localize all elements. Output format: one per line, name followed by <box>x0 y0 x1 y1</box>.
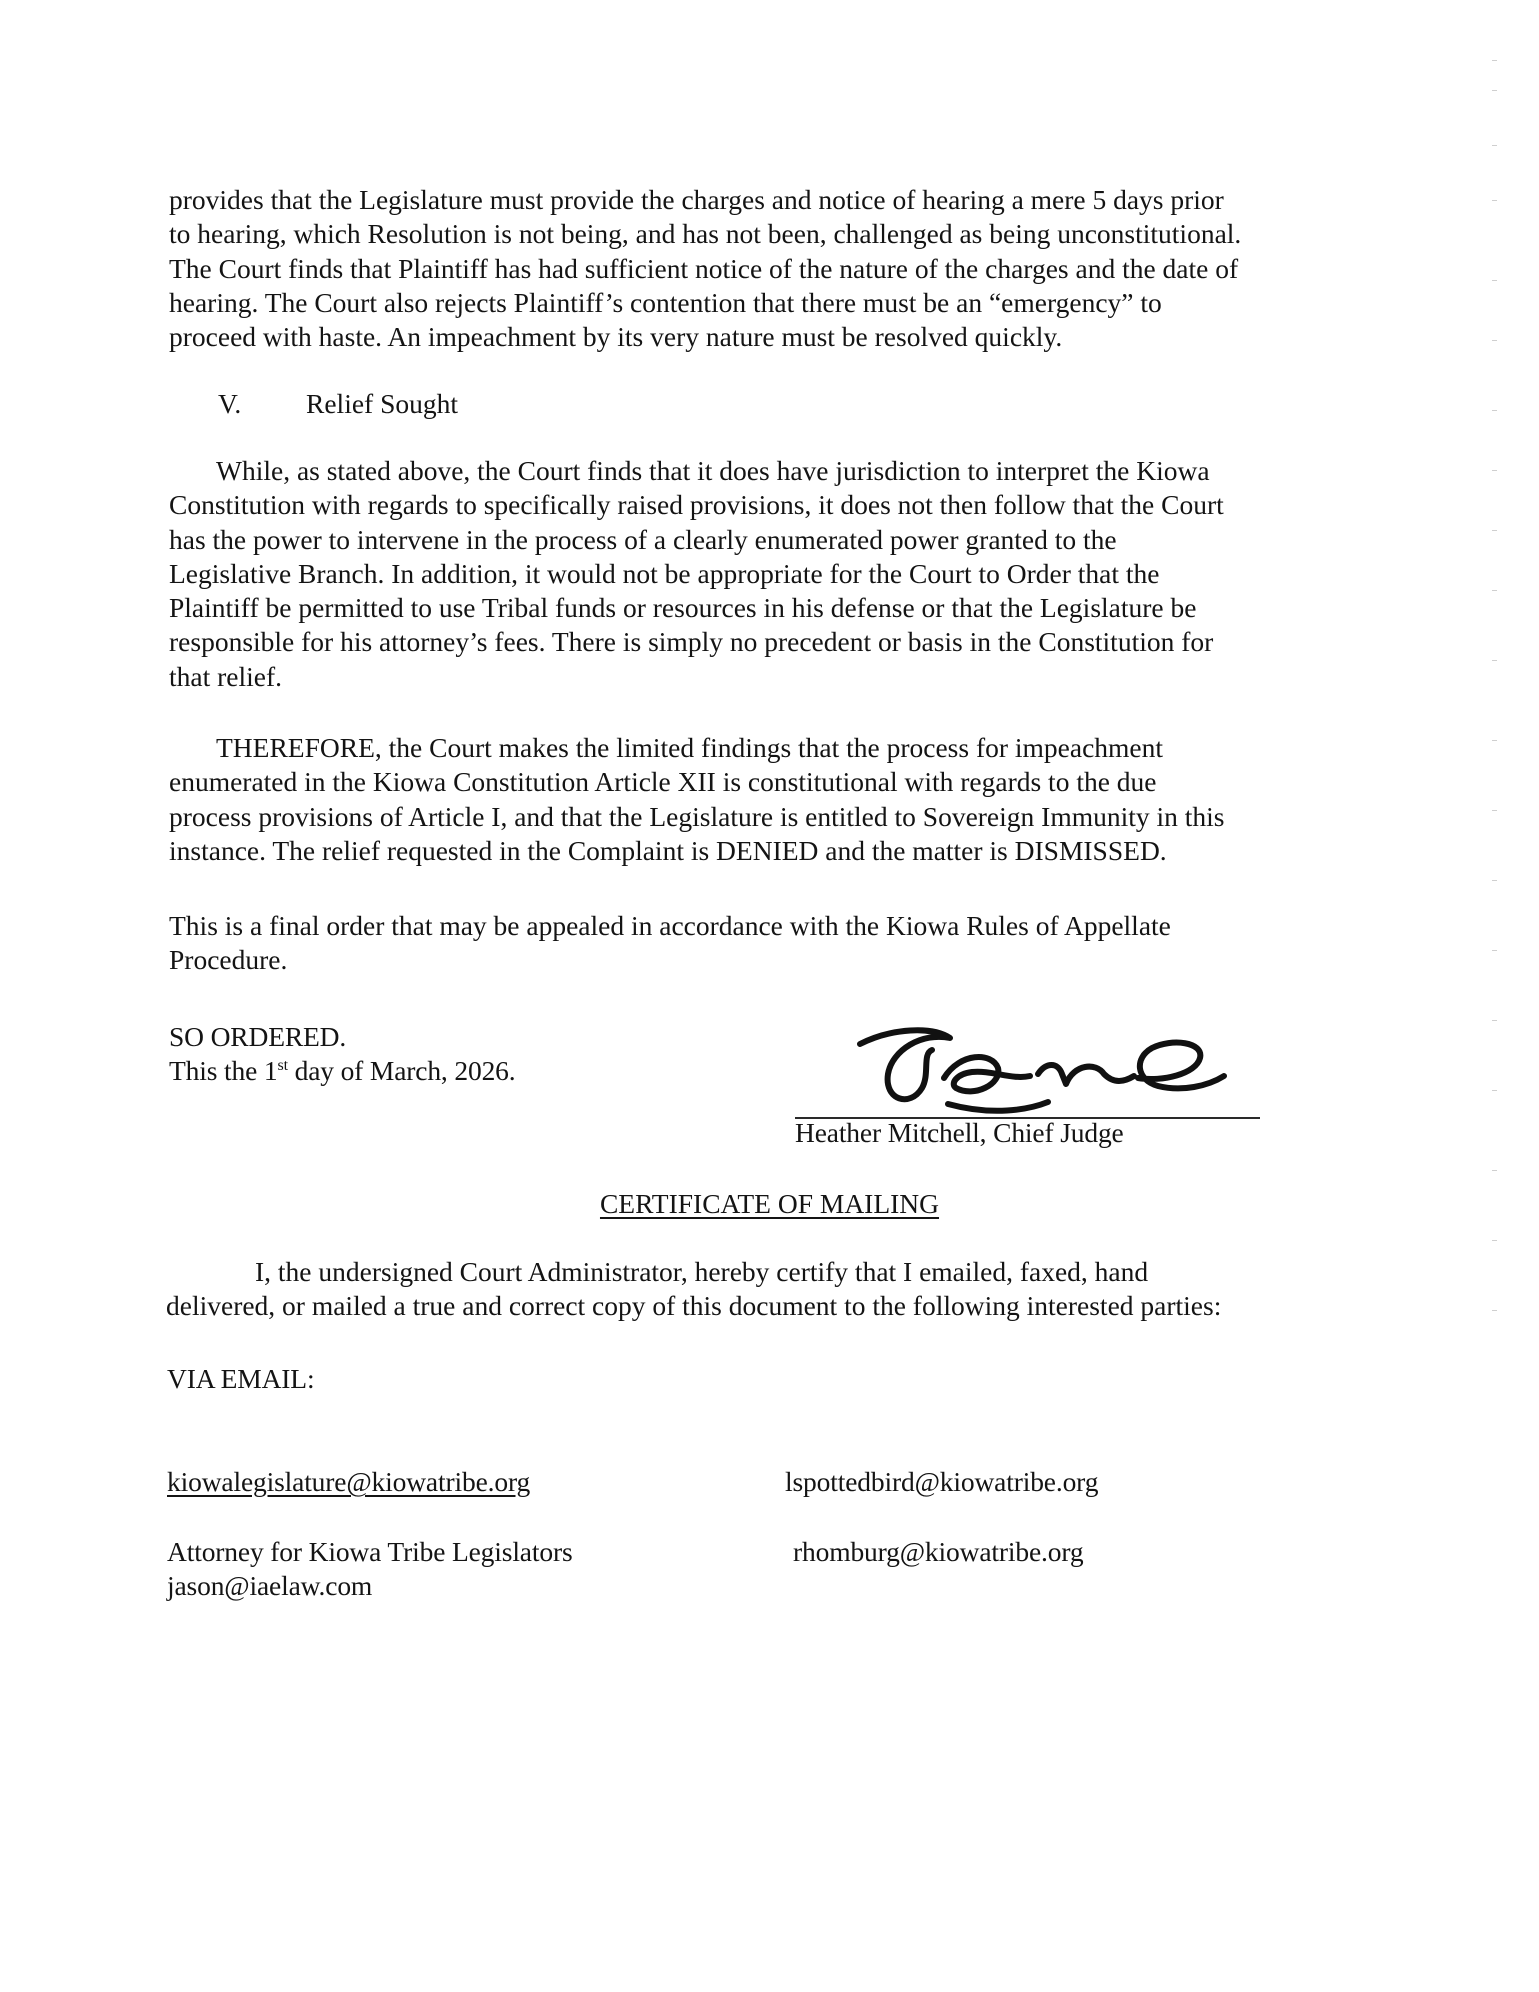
continuation-paragraph <box>169 183 1339 354</box>
date-ordinal: st <box>277 1057 288 1074</box>
scan-artifact <box>1492 50 1502 1350</box>
certificate-title: CERTIFICATE OF MAILING <box>599 1188 940 1219</box>
paragraph-line: proceed with haste. An impeachment by its very nature must be resolved quickly. <box>169 321 1063 353</box>
paragraph-line: provides that the Legislature must provide the charges and notice of hearing a mere 5 days prior <box>169 184 1224 215</box>
therefore-paragraph <box>169 731 1339 868</box>
paragraph-line: The Court finds that Plaintiff has had sufficient notice of the nature of the charges and the date of <box>169 252 1239 284</box>
paragraph-line: enumerated in the Kiowa Constitution Article XII is constitutional with regards to the due <box>169 766 1157 798</box>
paragraph-line: While, as stated above, the Court finds that it does have jurisdiction to interpret the Kiowa <box>216 455 1210 486</box>
certificate-body <box>166 1255 1339 1324</box>
signature-icon <box>852 1022 1232 1122</box>
paragraph-line: delivered, or mailed a true and correct copy of this document to the following interested parties: <box>166 1290 1222 1322</box>
paragraph-line: Constitution with regards to specifically raised provisions, it does not then follow that the Court <box>169 489 1224 521</box>
recipient-email-link[interactable]: kiowalegislature@kiowatribe.org <box>167 1466 531 1497</box>
final-order-paragraph <box>169 909 1339 978</box>
recipient-email: jason@iaelaw.com <box>167 1570 373 1601</box>
section-title: Relief Sought <box>306 388 459 419</box>
section-number: V. <box>218 388 242 419</box>
via-email-label: VIA EMAIL: <box>167 1363 315 1394</box>
recipient-role: Attorney for Kiowa Tribe Legislators <box>167 1536 573 1567</box>
date-prefix: This the 1 <box>169 1055 278 1086</box>
paragraph-line: Plaintiff be permitted to use Tribal funds or resources in his defense or that the Legislature be <box>169 592 1197 624</box>
paragraph-line: hearing. The Court also rejects Plaintiff’s contention that there must be an “emergency” to <box>169 286 1162 318</box>
signer-name: Heather Mitchell, Chief Judge <box>795 1117 1124 1148</box>
paragraph-line: that relief. <box>169 660 282 692</box>
order-date <box>169 1054 516 1088</box>
paragraph-line: Legislative Branch. In addition, it would not be appropriate for the Court to Order that the <box>169 557 1160 589</box>
relief-paragraph <box>169 454 1339 694</box>
paragraph-line: process provisions of Article I, and that the Legislature is entitled to Sovereign Immunity in this <box>169 800 1225 832</box>
paragraph-line: instance. The relief requested in the Complaint is DENIED and the matter is DISMISSED. <box>169 834 1167 866</box>
recipient-email: lspottedbird@kiowatribe.org <box>785 1466 1099 1497</box>
paragraph-line: THEREFORE, the Court makes the limited findings that the process for impeachment <box>216 732 1164 763</box>
paragraph-line: to hearing, which Resolution is not being, and has not been, challenged as being unconstitutional. <box>169 218 1242 250</box>
so-ordered: SO ORDERED. <box>169 1021 347 1052</box>
date-suffix: day of March, 2026. <box>287 1055 516 1086</box>
paragraph-line: responsible for his attorney’s fees. There is simply no precedent or basis in the Constitution for <box>169 626 1214 658</box>
paragraph-line: This is a final order that may be appealed in accordance with the Kiowa Rules of Appellate <box>169 910 1171 941</box>
recipient-email: rhomburg@kiowatribe.org <box>793 1536 1084 1567</box>
paragraph-line: has the power to intervene in the process of a clearly enumerated power granted to the <box>169 523 1117 555</box>
paragraph-line: I, the undersigned Court Administrator, hereby certify that I emailed, faxed, hand <box>255 1256 1149 1287</box>
paragraph-line: Procedure. <box>169 944 288 976</box>
